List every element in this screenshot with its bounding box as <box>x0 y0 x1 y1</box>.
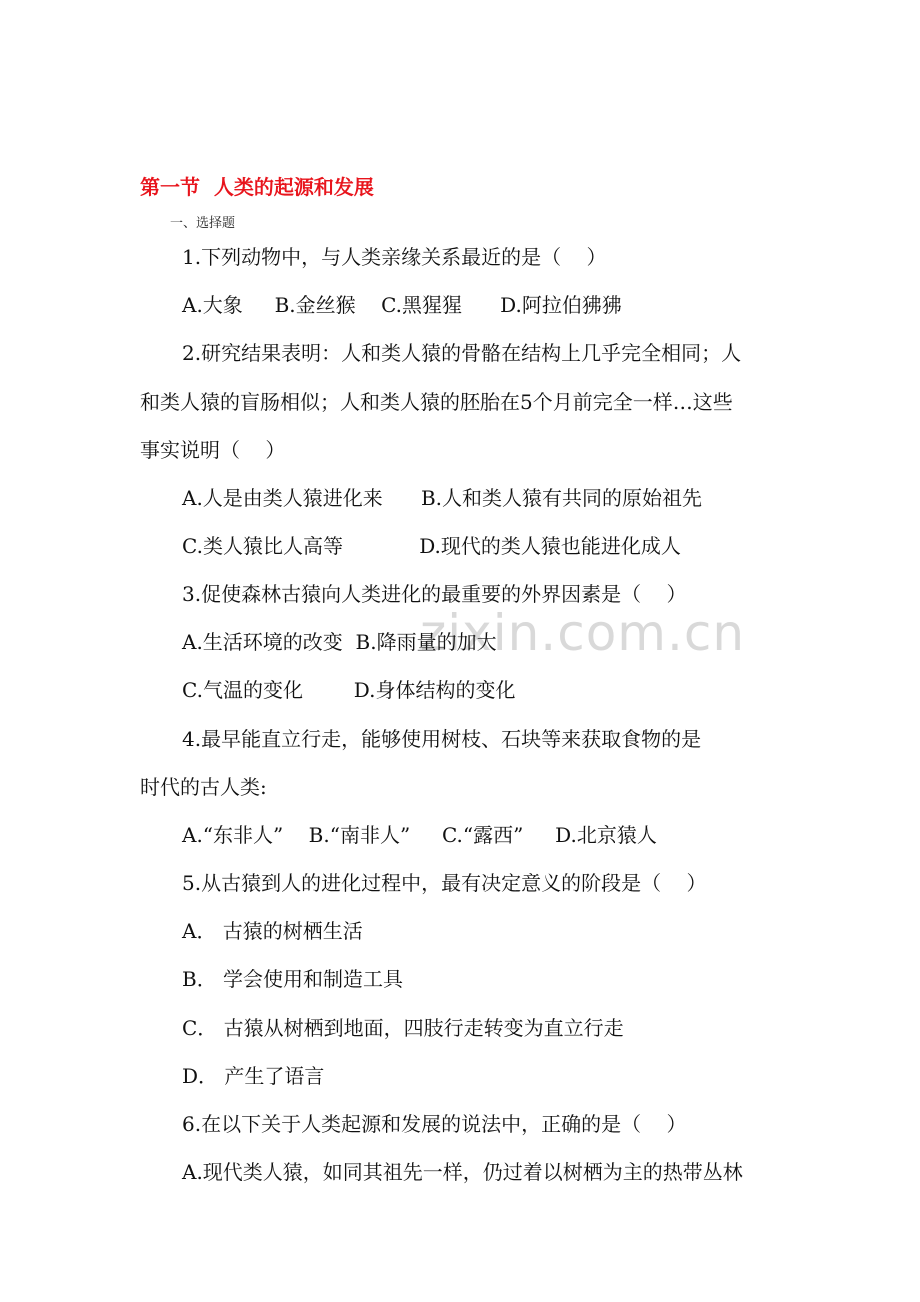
question-2-line-3: 事实说明（ ） <box>140 438 286 462</box>
watermark: zixin.com.cn <box>420 604 746 662</box>
question-5-option-b: B． 学会使用和制造工具 <box>182 967 404 991</box>
question-2-options-ab: A.人是由类人猿进化来 B.人和类人猿有共同的原始祖先 <box>182 486 702 510</box>
question-5-option-d: D． 产生了语言 <box>182 1064 325 1088</box>
question-5-option-a: A． 古猿的树栖生活 <box>182 919 363 943</box>
page-title: 第一节 人类的起源和发展 <box>140 175 374 199</box>
question-5-option-c: C． 古猿从树栖到地面，四肢行走转变为直立行走 <box>182 1016 624 1040</box>
question-1: 1.下列动物中，与人类亲缘关系最近的是（ ） <box>182 245 607 269</box>
question-2-line-1: 2.研究结果表明：人和类人猿的骨骼在结构上几乎完全相同；人 <box>182 341 742 365</box>
question-4-line-1: 4.最早能直立行走，能够使用树枝、石块等来获取食物的是 <box>182 727 702 751</box>
question-1-options: A.大象 B.金丝猴 C.黑猩猩 D.阿拉伯狒狒 <box>182 293 622 317</box>
question-3: 3.促使森林古猿向人类进化的最重要的外界因素是（ ） <box>182 582 687 606</box>
question-4-line-2: 时代的古人类: <box>140 775 267 799</box>
question-4-options: A.“东非人” B.“南非人” C.“露西” D.北京猿人 <box>182 823 657 847</box>
section-heading: 一、选择题 <box>170 216 236 231</box>
question-3-options-cd: C.气温的变化 D.身体结构的变化 <box>182 678 516 702</box>
question-5: 5.从古猿到人的进化过程中，最有决定意义的阶段是（ ） <box>182 871 707 895</box>
question-2-options-cd: C.类人猿比人高等 D.现代的类人猿也能进化成人 <box>182 534 681 558</box>
question-2-line-2: 和类人猿的盲肠相似；人和类人猿的胚胎在5个月前完全一样…这些 <box>140 390 733 414</box>
question-3-options-ab: A.生活环境的改变 B.降雨量的加大 <box>182 630 497 654</box>
question-6: 6.在以下关于人类起源和发展的说法中，正确的是（ ） <box>182 1112 687 1136</box>
question-6-option-a: A.现代类人猿，如同其祖先一样，仍过着以树栖为主的热带丛林 <box>182 1160 743 1184</box>
